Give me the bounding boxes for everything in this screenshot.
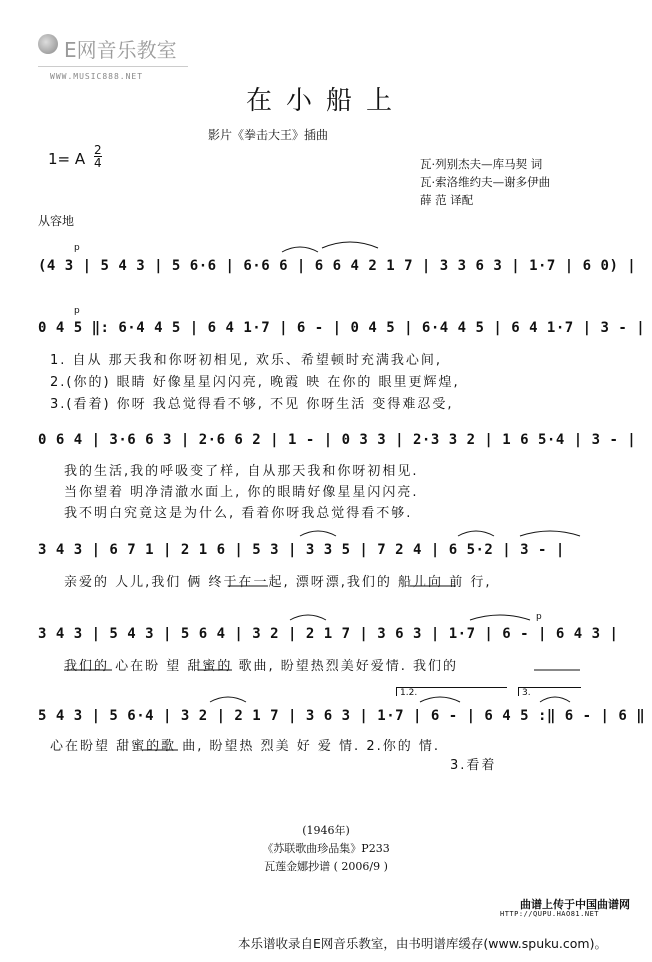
key-text: 1= A: [48, 150, 86, 168]
song-subtitle: 影片《拳击大王》插曲: [208, 128, 329, 142]
lyric-line-3-1: 我的生活,我的呼吸变了样, 自从那天我和你呀初相见.: [64, 464, 419, 479]
copyright-notice: 本乐谱收录自E网音乐教室，由书明谱库缓存(www.spuku.com)。: [238, 936, 607, 951]
volta-label-1: 1.2.: [400, 688, 418, 698]
dynamic-p-1: p: [74, 243, 80, 253]
score-line-2: 0 4 5 ‖: 6·4 4 5 | 6 4 1·7 | 6 - | 0 4 5 | 6·4 4 5 | 6 4 1·7 | 3 - |: [38, 320, 646, 336]
lyric-line-5: 我们的 心在盼 望 甜蜜的 歌曲, 盼望热烈美好爱情. 我们的: [64, 659, 459, 674]
song-title: 在小船上: [245, 86, 406, 116]
lyric-verse-2: 2.(你的) 眼睛 好像星星闪闪亮, 晚霞 映 在你的 眼里更辉煌,: [50, 375, 460, 390]
score-line-6: 5 4 3 | 5 6·4 | 3 2 | 2 1 7 | 3 6 3 | 1·7 | 6 - | 6 4 5 :‖ 6 - | 6 ‖: [38, 708, 646, 724]
logo-text: E网音乐教室: [64, 38, 177, 62]
credit-composer: 瓦·索洛维约夫—谢多伊曲: [420, 175, 551, 189]
footer-copied: 瓦莲金娜抄谱 ( 2006/9 ): [264, 860, 388, 873]
credit-translator: 薛 范 译配: [420, 193, 474, 207]
lyric-line-3-2: 当你望着 明净清澈水面上, 你的眼睛好像星星闪闪亮.: [64, 485, 419, 500]
upload-note: 曲谱上传于中国曲谱网: [520, 898, 630, 911]
tempo-marking: 从容地: [38, 214, 75, 228]
volta-label-2: 3.: [522, 688, 531, 698]
time-top: 2: [94, 143, 102, 157]
upload-url: HTTP://QUPU.HAO81.NET: [500, 910, 600, 918]
score-line-4: 3 4 3 | 6 7 1 | 2 1 6 | 5 3 | 3 3 5 | 7 2 4 | 6 5·2 | 3 - |: [38, 542, 565, 558]
lyric-verse-3: 3.(看着) 你呀 我总觉得看不够, 不见 你呀生活 变得难忍受,: [50, 397, 454, 412]
lyric-line-3-3: 我不明白究竟这是为什么, 看着你呀我总觉得看不够.: [64, 506, 413, 521]
score-line-1: (4 3 | 5 4 3 | 5 6·6 | 6·6 6 | 6 6 4 2 1 7 | 3 3 6 3 | 1·7 | 6 0) |: [38, 258, 637, 274]
logo-url: WWW.MUSIC888.NET: [50, 72, 144, 81]
lyric-line-6: 心在盼望 甜蜜的歌 曲, 盼望热 烈美 好 爱 情. 2.你的 情.: [50, 739, 440, 754]
footer-year: (1946年): [302, 824, 350, 837]
dynamic-p-3: p: [536, 612, 542, 622]
lyric-line-4: 亲爱的 人儿,我们 俩 终于在一起, 漂呀漂,我们的 船儿向 前 行,: [64, 575, 492, 590]
time-bottom: 4: [94, 156, 102, 170]
dynamic-p-2: p: [74, 306, 80, 316]
credit-lyricist: 瓦·列别杰夫—库马契 词: [420, 157, 543, 171]
lyric-verse-1: 1. 自从 那天我和你呀初相见, 欢乐、希望顿时充满我心间,: [50, 353, 443, 368]
lyric-line-6b: 3.看着: [450, 758, 497, 773]
score-line-3: 0 6 4 | 3·6 6 3 | 2·6 6 2 | 1 - | 0 3 3 | 2·3 3 2 | 1 6 5·4 | 3 - |: [38, 432, 637, 448]
score-line-5: 3 4 3 | 5 4 3 | 5 6 4 | 3 2 | 2 1 7 | 3 6 3 | 1·7 | 6 - | 6 4 3 |: [38, 626, 619, 642]
footer-source: 《苏联歌曲珍品集》P233: [262, 842, 390, 855]
